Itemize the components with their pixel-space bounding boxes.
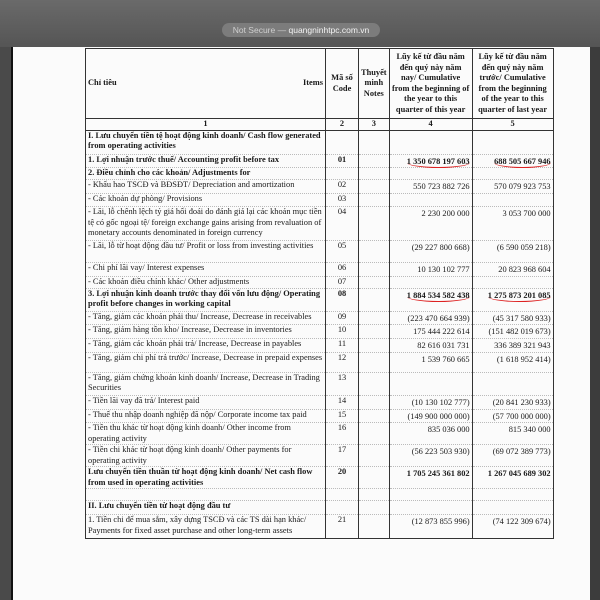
row-value-prior xyxy=(472,489,553,501)
row-label: - Các khoản điều chỉnh khác/ Other adjustments xyxy=(86,277,326,289)
row-value-prior: (69 072 389 773) xyxy=(472,445,553,467)
table-row xyxy=(86,395,554,409)
row-value-prior xyxy=(472,130,553,154)
row-notes xyxy=(359,311,390,325)
row-label: - Tăng, giảm hàng tồn kho/ Increase, Decrease in inventories xyxy=(86,325,326,339)
row-value-current xyxy=(389,501,472,515)
index-cell: 5 xyxy=(472,119,553,131)
row-notes xyxy=(359,395,390,409)
table-row xyxy=(86,168,554,180)
row-value-current: (12 873 855 996) xyxy=(389,515,472,539)
row-value-current xyxy=(389,130,472,154)
table-row xyxy=(86,339,554,353)
row-value-current: (10 130 102 777) xyxy=(389,395,472,409)
row-notes xyxy=(359,467,390,489)
row-code: 08 xyxy=(326,288,359,311)
header-items xyxy=(86,49,326,119)
items-vn: Chỉ tiêu xyxy=(88,78,117,88)
row-value-prior: 3 053 700 000 xyxy=(472,207,553,241)
header-code: Mã số Code xyxy=(326,49,359,119)
table-row xyxy=(86,263,554,277)
row-code: 07 xyxy=(326,277,359,289)
underlined-value: 1 884 534 582 438 xyxy=(406,290,470,300)
row-notes xyxy=(359,207,390,241)
row-notes xyxy=(359,339,390,353)
row-value-prior: (1 618 952 414) xyxy=(472,352,553,372)
table-row xyxy=(86,325,554,339)
row-value-current: (29 227 800 668) xyxy=(389,241,472,263)
row-notes xyxy=(359,515,390,539)
row-value-prior: (45 317 580 933) xyxy=(472,311,553,325)
row-value-current xyxy=(389,194,472,207)
table-row xyxy=(86,288,554,311)
row-label xyxy=(86,489,326,501)
row-code xyxy=(326,130,359,154)
row-code: 06 xyxy=(326,263,359,277)
row-code: 10 xyxy=(326,325,359,339)
table-row xyxy=(86,241,554,263)
address-bar[interactable] xyxy=(222,23,380,37)
row-code: 11 xyxy=(326,339,359,353)
row-code: 01 xyxy=(326,154,359,168)
underlined-value: 1 275 873 201 085 xyxy=(487,290,551,300)
row-notes xyxy=(359,194,390,207)
row-value-prior: (6 590 059 218) xyxy=(472,241,553,263)
row-label: - Khấu hao TSCĐ và BĐSĐT/ Depreciation and amortization xyxy=(86,180,326,194)
cash-flow-table xyxy=(85,48,554,539)
row-notes xyxy=(359,501,390,515)
row-value-current: 835 036 000 xyxy=(389,423,472,445)
row-code: 14 xyxy=(326,395,359,409)
row-label: - Tiền lãi vay đã trả/ Interest paid xyxy=(86,395,326,409)
row-label: - Tăng, giảm chứng khoán kinh doanh/ Increase, Decrease in Trading Securities xyxy=(86,372,326,395)
row-code: 16 xyxy=(326,423,359,445)
table-row xyxy=(86,154,554,168)
row-notes xyxy=(359,372,390,395)
underlined-value: 1 350 678 197 603 xyxy=(406,156,470,166)
row-value-prior xyxy=(472,194,553,207)
row-label: 3. Lợi nhuận kinh doanh trước thay đổi vốn lưu động/ Operating profit before changes in working capital xyxy=(86,288,326,311)
index-row xyxy=(86,119,554,131)
row-value-prior: 336 389 321 943 xyxy=(472,339,553,353)
row-value-current xyxy=(389,154,472,168)
row-label: - Lãi, lỗ từ hoạt động đầu tư/ Profit or loss from investing activities xyxy=(86,241,326,263)
row-label: Lưu chuyển tiền thuần từ hoạt động kinh doanh/ Net cash flow from used in operating activities xyxy=(86,467,326,489)
row-notes xyxy=(359,180,390,194)
scrollbar-track[interactable] xyxy=(590,47,600,600)
row-label: - Các khoản dự phòng/ Provisions xyxy=(86,194,326,207)
row-code: 13 xyxy=(326,372,359,395)
row-label: - Tăng, giảm các khoản phải thu/ Increase, Decrease in receivables xyxy=(86,311,326,325)
header-notes: Thuyết minh Notes xyxy=(359,49,390,119)
row-value-current: 82 616 031 731 xyxy=(389,339,472,353)
row-value-current xyxy=(389,168,472,180)
row-code: 17 xyxy=(326,445,359,467)
row-value-prior: 1 267 045 689 302 xyxy=(472,467,553,489)
table-row xyxy=(86,311,554,325)
table-row xyxy=(86,352,554,372)
row-label: - Tiền thu khác từ hoạt động kinh doanh/ Other income from operating activity xyxy=(86,423,326,445)
row-notes xyxy=(359,288,390,311)
row-value-current: 1 705 245 361 802 xyxy=(389,467,472,489)
row-code: 12 xyxy=(326,352,359,372)
row-value-current: (56 223 503 930) xyxy=(389,445,472,467)
row-value-prior: (20 841 230 933) xyxy=(472,395,553,409)
table-row xyxy=(86,467,554,489)
row-value-current: (149 900 000 000) xyxy=(389,409,472,423)
row-value-current: (223 470 664 939) xyxy=(389,311,472,325)
row-value-current xyxy=(389,277,472,289)
table-row xyxy=(86,194,554,207)
row-notes xyxy=(359,130,390,154)
row-value-prior: (151 482 019 673) xyxy=(472,325,553,339)
row-code: 04 xyxy=(326,207,359,241)
underlined-value: 688 505 667 946 xyxy=(494,156,551,166)
row-value-current: 2 230 200 000 xyxy=(389,207,472,241)
table-row xyxy=(86,409,554,423)
row-value-prior xyxy=(472,501,553,515)
row-code: 21 xyxy=(326,515,359,539)
row-value-current: 10 130 102 777 xyxy=(389,263,472,277)
row-notes xyxy=(359,489,390,501)
row-notes xyxy=(359,263,390,277)
table-row xyxy=(86,515,554,539)
separator: — xyxy=(277,25,287,35)
index-cell: 2 xyxy=(326,119,359,131)
table-row xyxy=(86,489,554,501)
row-value-current xyxy=(389,372,472,395)
row-value-prior xyxy=(472,277,553,289)
table-row xyxy=(86,423,554,445)
row-notes xyxy=(359,445,390,467)
row-notes xyxy=(359,277,390,289)
left-margin xyxy=(0,47,11,600)
table-row xyxy=(86,207,554,241)
items-en: Items xyxy=(302,78,323,88)
row-notes xyxy=(359,154,390,168)
row-code: 03 xyxy=(326,194,359,207)
row-value-prior: 570 079 923 753 xyxy=(472,180,553,194)
header-col5: Lũy kế từ đầu năm đến quý này năm trước/ Cumulative from the beginning of the year to this quarter of last year xyxy=(472,49,553,119)
row-notes xyxy=(359,241,390,263)
row-label: - Tăng, giảm các khoản phải trả/ Increase, Decrease in payables xyxy=(86,339,326,353)
row-value-current xyxy=(389,489,472,501)
row-value-prior: 815 340 000 xyxy=(472,423,553,445)
table-row xyxy=(86,277,554,289)
table-row xyxy=(86,372,554,395)
index-cell: 1 xyxy=(86,119,326,131)
table-row xyxy=(86,180,554,194)
row-value-prior: (57 700 000 000) xyxy=(472,409,553,423)
row-value-prior xyxy=(472,168,553,180)
row-code xyxy=(326,168,359,180)
row-value-current: 1 539 760 665 xyxy=(389,352,472,372)
domain-text: quangninhtpc.com.vn xyxy=(288,25,370,35)
row-value-current xyxy=(389,288,472,311)
row-code: 02 xyxy=(326,180,359,194)
row-label: 1. Lợi nhuận trước thuế/ Accounting profit before tax xyxy=(86,154,326,168)
row-value-prior xyxy=(472,288,553,311)
row-label: - Tăng, giảm chi phí trả trước/ Increase, Decrease in prepaid expenses xyxy=(86,352,326,372)
table-row xyxy=(86,445,554,467)
row-value-current: 550 723 882 726 xyxy=(389,180,472,194)
header-col4: Lũy kế từ đầu năm đến quý này năm nay/ Cumulative from the beginning of the year to this quarter of this year xyxy=(389,49,472,119)
row-value-prior: (74 122 309 674) xyxy=(472,515,553,539)
security-label: Not Secure xyxy=(232,25,276,35)
row-notes xyxy=(359,423,390,445)
table-row xyxy=(86,130,554,154)
row-code xyxy=(326,501,359,515)
row-code: 20 xyxy=(326,467,359,489)
row-code xyxy=(326,489,359,501)
browser-toolbar xyxy=(0,0,600,47)
row-notes xyxy=(359,409,390,423)
row-value-prior xyxy=(472,154,553,168)
row-label: 1. Tiền chi để mua sắm, xây dựng TSCĐ và các TS dài hạn khác/ Payments for fixed asset purchase and other long-term assets xyxy=(86,515,326,539)
index-cell: 4 xyxy=(389,119,472,131)
row-code: 05 xyxy=(326,241,359,263)
row-label: I. Lưu chuyển tiền tệ hoạt động kinh doanh/ Cash flow generated from operating activities xyxy=(86,130,326,154)
row-label: 2. Điều chỉnh cho các khoản/ Adjustments for xyxy=(86,168,326,180)
row-value-prior: 20 823 968 604 xyxy=(472,263,553,277)
row-label: - Lãi, lỗ chênh lệch tỷ giá hối đoái do đánh giá lại các khoản mục tiền tệ có gốc ngoại tệ/ foreign exchange gains arising from revaluation of monetary accounts denominated in foreign currency xyxy=(86,207,326,241)
row-code: 09 xyxy=(326,311,359,325)
row-label: - Chi phí lãi vay/ Interest expenses xyxy=(86,263,326,277)
index-cell: 3 xyxy=(359,119,390,131)
row-label: II. Lưu chuyển tiền từ hoạt động đầu tư xyxy=(86,501,326,515)
row-notes xyxy=(359,352,390,372)
table-row xyxy=(86,501,554,515)
row-label: - Tiền chi khác từ hoạt động kinh doanh/ Other payments for operating activity xyxy=(86,445,326,467)
row-notes xyxy=(359,168,390,180)
row-notes xyxy=(359,325,390,339)
row-value-prior xyxy=(472,372,553,395)
row-label: - Thuế thu nhập doanh nghiệp đã nộp/ Corporate income tax paid xyxy=(86,409,326,423)
row-value-current: 175 444 222 614 xyxy=(389,325,472,339)
row-code: 15 xyxy=(326,409,359,423)
